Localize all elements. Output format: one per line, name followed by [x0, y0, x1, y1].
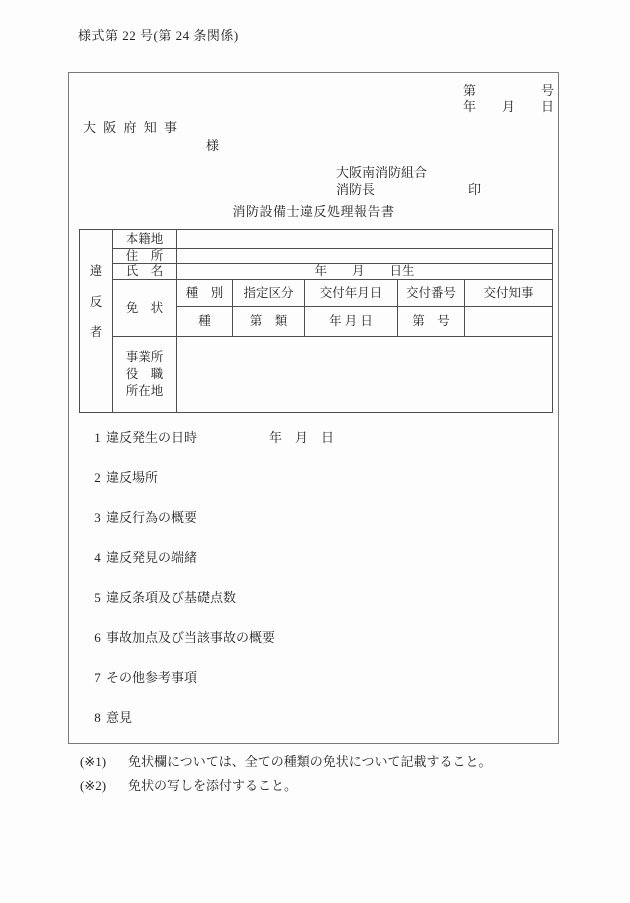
- item-4-discovery-circumstances: 4 違反発見の端緒: [94, 550, 198, 565]
- item-7-other-reference-matters: 7 その他参考事項: [94, 670, 198, 685]
- note-2: [80, 779, 297, 792]
- name-value-cell: 年 月 日生: [177, 264, 553, 280]
- addressee-block: [83, 119, 219, 155]
- license-governor-value-cell: [465, 307, 553, 337]
- license-issue-date-header: 交付年月日: [305, 280, 398, 307]
- document-date-line: 年 月 日: [462, 99, 554, 114]
- license-issue-date-value-cell: 年 月 日: [305, 307, 398, 337]
- item-6-accident-points-summary: 6 事故加点及び当該事故の概要: [94, 630, 276, 645]
- license-type-value-cell: 種: [177, 307, 233, 337]
- name-label: 氏 名: [113, 264, 177, 280]
- license-number-value-cell: 第 号: [398, 307, 465, 337]
- violator-side-label: 違 反 者: [80, 230, 113, 413]
- license-designation-value-cell: 第 類: [233, 307, 305, 337]
- item-2-violation-place: 2 違反場所: [94, 470, 159, 485]
- document-title: 消防設備士違反処理報告書: [232, 204, 395, 219]
- license-label: 免 状: [113, 280, 177, 337]
- form-number-label: 様式第 22 号(第 24 条関係): [78, 28, 239, 43]
- seal-placeholder: 印: [467, 182, 481, 197]
- addressee-name: 大 阪 府 知 事: [83, 120, 180, 135]
- office-value-cell: [177, 337, 553, 413]
- address-label: 住 所: [113, 249, 177, 264]
- note-1-text: 免状欄については、全ての種類の免状について記載すること。: [128, 754, 492, 769]
- note-2-text: 免状の写しを添付すること。: [128, 778, 298, 793]
- license-number-header: 交付番号: [398, 280, 465, 307]
- registered-domicile-label: 本籍地: [113, 230, 177, 249]
- sender-title: 消防長: [336, 182, 376, 197]
- license-type-header: 種 別: [177, 280, 233, 307]
- sender-organization: 大阪南消防組合: [336, 165, 428, 180]
- document-number-line: 第 号: [462, 83, 554, 98]
- violator-info-table: [79, 229, 553, 413]
- item-1-violation-datetime: 1 違反発生の日時 年 月 日: [94, 430, 335, 445]
- addressee-honorific: 様: [206, 138, 220, 153]
- item-3-violation-summary: 3 違反行為の概要: [94, 510, 198, 525]
- office-label: 事業所 役 職 所在地: [113, 337, 177, 413]
- address-value-cell: [177, 249, 553, 264]
- note-2-marker: (※2): [80, 778, 107, 793]
- license-designation-header: 指定区分: [233, 280, 305, 307]
- note-1: [80, 755, 491, 768]
- item-5-violated-clause-points: 5 違反条項及び基礎点数: [94, 590, 237, 605]
- license-governor-header: 交付知事: [465, 280, 553, 307]
- document-number-date-block: [463, 83, 554, 115]
- sender-block: [336, 164, 481, 198]
- form-border-box: [68, 72, 559, 744]
- item-8-opinion: 8 意見: [94, 710, 133, 725]
- note-1-marker: (※1): [80, 754, 107, 769]
- registered-domicile-value-cell: [177, 230, 553, 249]
- item-1-date-blanks: 年 月 日: [269, 430, 335, 445]
